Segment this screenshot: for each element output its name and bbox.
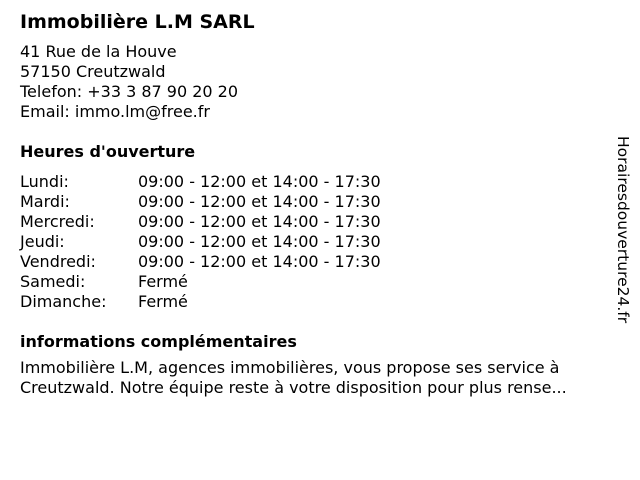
day-label: Jeudi: <box>20 232 65 251</box>
email-line: Email: immo.lm@free.fr <box>20 102 210 121</box>
address-street: 41 Rue de la Houve <box>20 42 177 61</box>
business-name: Immobilière L.M SARL <box>20 11 255 33</box>
day-hours: 09:00 - 12:00 et 14:00 - 17:30 <box>138 232 381 251</box>
day-label: Samedi: <box>20 272 86 291</box>
watermark-text: Horairesdouverture24.fr <box>614 136 632 324</box>
day-hours: 09:00 - 12:00 et 14:00 - 17:30 <box>138 212 381 231</box>
day-hours: Fermé <box>138 292 188 311</box>
hours-row-thursday <box>20 232 620 252</box>
hours-row-sunday <box>20 292 620 312</box>
info-heading: informations complémentaires <box>20 332 297 351</box>
hours-row-friday <box>20 252 620 272</box>
hours-row-monday <box>20 172 620 192</box>
info-description <box>20 358 620 398</box>
site-watermark <box>612 136 634 346</box>
day-hours: 09:00 - 12:00 et 14:00 - 17:30 <box>138 252 381 271</box>
day-label: Lundi: <box>20 172 69 191</box>
day-hours: Fermé <box>138 272 188 291</box>
opening-hours-table <box>20 172 620 312</box>
day-hours: 09:00 - 12:00 et 14:00 - 17:30 <box>138 172 381 191</box>
day-label: Mercredi: <box>20 212 95 231</box>
info-line-2: Creutzwald. Notre équipe reste à votre disposition pour plus rense... <box>20 378 567 397</box>
day-label: Dimanche: <box>20 292 107 311</box>
business-address <box>20 42 620 122</box>
phone-line: Telefon: +33 3 87 90 20 20 <box>20 82 239 101</box>
hours-heading: Heures d'ouverture <box>20 142 196 161</box>
day-hours: 09:00 - 12:00 et 14:00 - 17:30 <box>138 192 381 211</box>
business-card <box>20 8 620 398</box>
hours-row-wednesday <box>20 212 620 232</box>
day-label: Vendredi: <box>20 252 96 271</box>
address-city: 57150 Creutzwald <box>20 62 166 81</box>
day-label: Mardi: <box>20 192 70 211</box>
info-line-1: Immobilière L.M, agences immobilières, vous propose ses service à <box>20 358 560 377</box>
hours-row-saturday <box>20 272 620 292</box>
hours-row-tuesday <box>20 192 620 212</box>
